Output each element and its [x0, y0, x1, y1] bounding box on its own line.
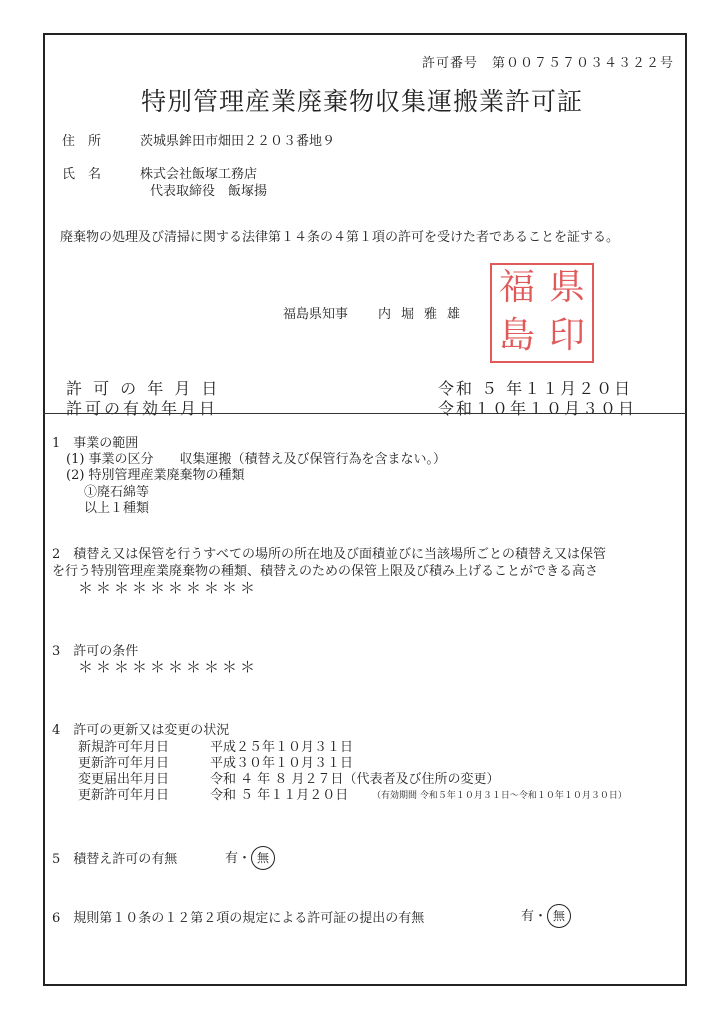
section-2-line: 2 積替え又は保管を行うすべての場所の所在地及び面積並びに当該場所ごとの積替え又は保管: [52, 547, 607, 562]
section-2-line: を行う特別管理産業廃棄物の種類、積替えのための保管上限及び積み上げることができる高さ: [52, 564, 599, 579]
seal-char: 福: [498, 267, 535, 308]
history-value: 令和 ４ 年 ８ 月２７日（代表者及び住所の変更）: [210, 772, 500, 787]
issuer-name: 内堀雅雄: [378, 307, 471, 322]
seal-char: 県: [548, 267, 585, 308]
section-5-heading: 5 積替え許可の有無: [52, 852, 178, 867]
section-1-line: (2) 特別管理産業廃棄物の種類: [66, 468, 245, 483]
certificate-title: 特別管理産業廃棄物収集運搬業許可証: [140, 87, 583, 116]
issue-date-value: 令和 ５ 年１１月２０日: [438, 379, 633, 398]
section-4-heading: 4 許可の更新又は変更の状況: [52, 723, 230, 738]
expiry-date-label: 許可の有効年月日: [66, 399, 219, 418]
address-value: 茨城県鉾田市畑田２２０３番地９: [140, 134, 336, 149]
section-1-heading: 1 事業の範囲: [52, 436, 139, 451]
permit-number: 許可番号 第００７５７０３４３２２号: [421, 56, 674, 71]
history-value: 令和 ５ 年１１月２０日: [210, 788, 349, 803]
issuer-title: 福島県知事: [283, 307, 349, 322]
history-label: 新規許可年月日: [78, 740, 170, 755]
history-value: 平成２５年１０月３１日: [210, 740, 354, 755]
section-5-answer: [225, 846, 275, 870]
name-label: 氏 名: [62, 167, 102, 182]
section-1-line: 以上１種類: [84, 501, 150, 516]
section-2-stars: ＊＊＊＊＊＊＊＊＊＊: [78, 579, 259, 597]
certification-statement: 廃棄物の処理及び清掃に関する法律第１４条の４第１項の許可を受けた者であることを証する。: [60, 230, 620, 245]
section-1-line: ①廃石綿等: [84, 485, 150, 500]
company-name: 株式会社飯塚工務店: [140, 167, 258, 182]
validity-note: （有効期間 令和５年１０月３１日～令和１０年１０月３０日）: [372, 791, 627, 801]
section-6-answer: [521, 904, 571, 928]
expiry-date-value: 令和１０年１０月３０日: [438, 399, 637, 418]
answer-separator: ・: [238, 851, 252, 866]
answer-yes: 有: [225, 851, 239, 866]
section-3-stars: ＊＊＊＊＊＊＊＊＊＊: [78, 658, 259, 676]
issuer: [283, 303, 470, 322]
address-label: 住 所: [62, 134, 102, 149]
section-divider: [43, 413, 687, 414]
representative-name: 代表取締役 飯塚揚: [150, 184, 268, 199]
section-1-line: (1) 事業の区分 収集運搬（積替え及び保管行為を含まない。）: [66, 452, 447, 467]
answer-yes: 有: [521, 909, 535, 924]
history-value: 平成３０年１０月３１日: [210, 756, 354, 771]
answer-no-circled: 無: [251, 846, 275, 870]
seal-char: 島: [498, 315, 535, 356]
history-label: 更新許可年月日: [78, 756, 170, 771]
answer-no-circled: 無: [547, 904, 571, 928]
history-label: 変更届出年月日: [78, 772, 170, 787]
issue-date-label: 許 可 の 年 月 日: [66, 379, 221, 398]
section-6-heading: 6 規則第１０条の１２第２項の規定による許可証の提出の有無: [52, 911, 425, 926]
answer-separator: ・: [534, 909, 548, 924]
seal-char: 印: [548, 315, 585, 356]
official-seal: [490, 263, 594, 363]
history-label: 更新許可年月日: [78, 788, 170, 803]
section-3-heading: 3 許可の条件: [52, 644, 139, 659]
